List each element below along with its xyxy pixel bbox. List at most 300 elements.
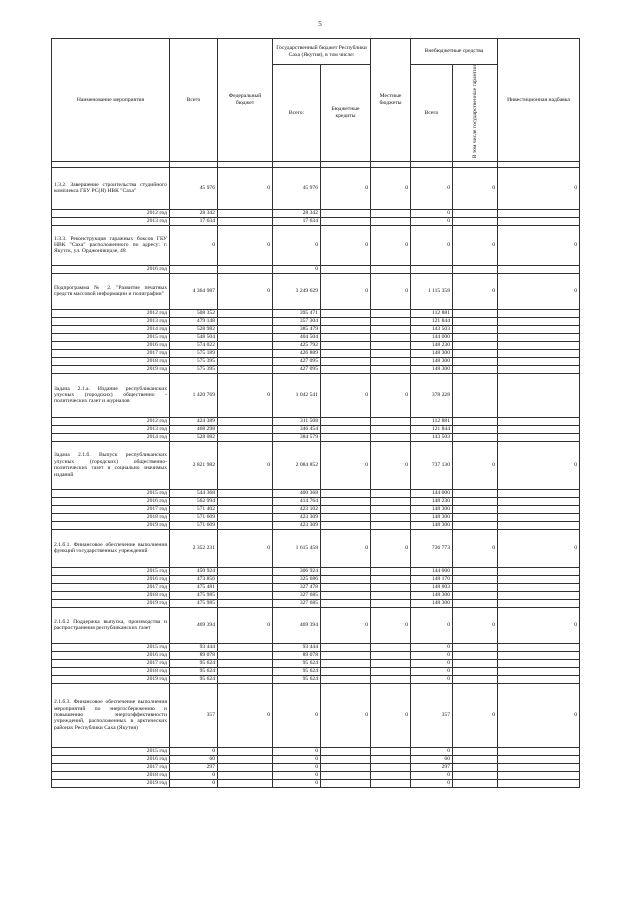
cell-off: 148 170 <box>411 575 453 583</box>
table-row <box>52 683 580 747</box>
cell-name: 2.1.б.2 Поддержка выпуска, производства и распространения республиканских газет <box>52 607 170 643</box>
cell-local <box>371 505 411 513</box>
cell-name: 2019 год <box>52 521 170 529</box>
cell-state: 357 304 <box>273 317 321 325</box>
cell-total: 2 821 982 <box>170 441 218 489</box>
cell-total: 468 298 <box>170 425 218 433</box>
cell-name: 2015 год <box>52 333 170 341</box>
cell-name: 2014 год <box>52 433 170 441</box>
table-subrow <box>52 675 580 683</box>
cell-name: 2018 год <box>52 771 170 779</box>
cell-local: 0 <box>371 683 411 747</box>
cell-local <box>371 599 411 607</box>
cell-credit <box>321 325 371 333</box>
table-subrow <box>52 317 580 325</box>
cell-federal <box>218 771 273 779</box>
cell-guar <box>453 651 498 659</box>
cell-local <box>371 325 411 333</box>
cell-state: 327 685 <box>273 591 321 599</box>
cell-credit <box>321 643 371 651</box>
cell-federal <box>218 651 273 659</box>
cell-name: 2017 год <box>52 583 170 591</box>
table-subrow <box>52 209 580 217</box>
cell-inv: 0 <box>498 167 580 209</box>
cell-federal <box>218 417 273 425</box>
cell-guar <box>453 591 498 599</box>
cell-federal <box>218 747 273 755</box>
table-subrow <box>52 265 580 273</box>
cell-name: Задача 2.1.б. Выпуск республиканских улусных (городских) общественно-политических газет и социально значимых изданий <box>52 441 170 489</box>
cell-guar <box>453 333 498 341</box>
table-subrow <box>52 567 580 575</box>
cell-off: 121 844 <box>411 425 453 433</box>
cell-local <box>371 425 411 433</box>
cell-local <box>371 667 411 675</box>
cell-credit <box>321 675 371 683</box>
cell-inv <box>498 567 580 575</box>
cell-guar <box>453 357 498 365</box>
cell-inv: 0 <box>498 683 580 747</box>
cell-inv <box>498 651 580 659</box>
cell-local <box>371 341 411 349</box>
cell-total: 571 609 <box>170 521 218 529</box>
table-subrow <box>52 417 580 425</box>
cell-local <box>371 643 411 651</box>
budget-table <box>51 38 580 788</box>
cell-name: 2016 год <box>52 755 170 763</box>
cell-credit: 0 <box>321 373 371 417</box>
table-subrow <box>52 365 580 373</box>
cell-local <box>371 217 411 225</box>
cell-name: 2018 год <box>52 513 170 521</box>
cell-state: 0 <box>273 755 321 763</box>
cell-total: 548 504 <box>170 333 218 341</box>
cell-state: 3 249 629 <box>273 273 321 309</box>
cell-credit: 0 <box>321 273 371 309</box>
cell-state: 427 095 <box>273 357 321 365</box>
header-local: Местные бюджеты <box>371 39 411 162</box>
table-row <box>52 441 580 489</box>
header-investment: Инвестиционная надбавка <box>498 39 580 162</box>
table-subrow <box>52 779 580 787</box>
cell-state: 1 615 458 <box>273 529 321 567</box>
cell-guar <box>453 763 498 771</box>
cell-name: 2.1.б.1. Финансовое обеспечение выполнения функций государственных учреждений <box>52 529 170 567</box>
cell-credit <box>321 599 371 607</box>
cell-inv <box>498 667 580 675</box>
cell-inv <box>498 747 580 755</box>
cell-guar <box>453 659 498 667</box>
table-subrow <box>52 341 580 349</box>
cell-inv <box>498 779 580 787</box>
cell-guar <box>453 265 498 273</box>
cell-credit <box>321 779 371 787</box>
table-subrow <box>52 643 580 651</box>
cell-guar <box>453 433 498 441</box>
cell-local <box>371 575 411 583</box>
cell-off: 148 300 <box>411 365 453 373</box>
cell-federal <box>218 489 273 497</box>
cell-local <box>371 763 411 771</box>
cell-credit <box>321 425 371 433</box>
cell-off: 297 <box>411 763 453 771</box>
cell-inv <box>498 489 580 497</box>
cell-name: Задача 2.1.а. Издание республиканских улусных (городских) общественно - политических газет и журналов <box>52 373 170 417</box>
cell-state: 325 686 <box>273 575 321 583</box>
cell-state: 95 624 <box>273 675 321 683</box>
cell-inv: 0 <box>498 273 580 309</box>
cell-credit <box>321 583 371 591</box>
cell-total: 4 364 987 <box>170 273 218 309</box>
cell-federal: 0 <box>218 683 273 747</box>
cell-name: 2016 год <box>52 341 170 349</box>
table-subrow <box>52 659 580 667</box>
cell-federal <box>218 575 273 583</box>
cell-inv <box>498 521 580 529</box>
cell-inv <box>498 333 580 341</box>
cell-off: 121 844 <box>411 317 453 325</box>
cell-off: 148 300 <box>411 513 453 521</box>
cell-total: 562 994 <box>170 497 218 505</box>
cell-guar <box>453 497 498 505</box>
table-subrow <box>52 513 580 521</box>
header-state: Государственный бюджет Республики Саха (Якутия), в том числе: <box>273 39 371 65</box>
cell-off: 143 503 <box>411 433 453 441</box>
cell-federal <box>218 333 273 341</box>
cell-off: 148 003 <box>411 583 453 591</box>
cell-state: 89 078 <box>273 651 321 659</box>
cell-local: 0 <box>371 167 411 209</box>
cell-state: 0 <box>273 779 321 787</box>
cell-guar <box>453 349 498 357</box>
cell-total: 479 148 <box>170 317 218 325</box>
cell-federal <box>218 755 273 763</box>
cell-inv <box>498 309 580 317</box>
cell-local <box>371 497 411 505</box>
cell-name: 2017 год <box>52 505 170 513</box>
cell-credit: 0 <box>321 441 371 489</box>
cell-local <box>371 433 411 441</box>
cell-off: 148 230 <box>411 341 453 349</box>
cell-state: 0 <box>273 265 321 273</box>
cell-name: 2016 год <box>52 575 170 583</box>
cell-total: 2 352 231 <box>170 529 218 567</box>
cell-guar: 0 <box>453 225 498 265</box>
table-subrow <box>52 309 580 317</box>
cell-off: 112 881 <box>411 417 453 425</box>
header-state-total: Всего: <box>273 65 321 162</box>
cell-inv <box>498 675 580 683</box>
table-subrow <box>52 521 580 529</box>
cell-inv <box>498 575 580 583</box>
cell-name: 2016 год <box>52 265 170 273</box>
cell-local <box>371 659 411 667</box>
cell-off: 0 <box>411 675 453 683</box>
cell-credit: 0 <box>321 683 371 747</box>
cell-credit <box>321 771 371 779</box>
cell-inv <box>498 217 580 225</box>
cell-inv <box>498 317 580 325</box>
cell-local: 0 <box>371 441 411 489</box>
cell-name: 2015 год <box>52 747 170 755</box>
cell-total: 93 444 <box>170 643 218 651</box>
cell-credit <box>321 433 371 441</box>
cell-off: 144 000 <box>411 567 453 575</box>
cell-guar <box>453 417 498 425</box>
cell-guar <box>453 771 498 779</box>
cell-local <box>371 567 411 575</box>
cell-off: 736 773 <box>411 529 453 567</box>
cell-guar <box>453 489 498 497</box>
cell-credit <box>321 357 371 365</box>
cell-credit: 0 <box>321 225 371 265</box>
cell-state: 95 624 <box>273 667 321 675</box>
cell-inv: 0 <box>498 225 580 265</box>
cell-name: 2.1.б.3. Финансовое обеспечение выполнения мероприятий по энергосбережению и повышению энергоэффективности учреждений, расположенных в арктических районах Республики Саха (Якутия) <box>52 683 170 747</box>
cell-federal <box>218 513 273 521</box>
table-subrow <box>52 763 580 771</box>
cell-credit <box>321 521 371 529</box>
cell-total: 0 <box>170 225 218 265</box>
cell-guar <box>453 505 498 513</box>
cell-off: 0 <box>411 167 453 209</box>
cell-name: 2017 год <box>52 349 170 357</box>
cell-state: 469 394 <box>273 607 321 643</box>
cell-local <box>371 771 411 779</box>
cell-total: 1 420 769 <box>170 373 218 417</box>
cell-guar: 0 <box>453 273 498 309</box>
cell-name: 1.3.2. Завершение строительства студийного комплекса ГБУ РС(Я) НВК "Саха" <box>52 167 170 209</box>
cell-guar <box>453 575 498 583</box>
cell-guar <box>453 747 498 755</box>
cell-local <box>371 309 411 317</box>
cell-state: 311 508 <box>273 417 321 425</box>
table-subrow <box>52 357 580 365</box>
cell-name: 2019 год <box>52 599 170 607</box>
cell-name: 2015 год <box>52 489 170 497</box>
cell-state: 423 309 <box>273 521 321 529</box>
cell-inv <box>498 763 580 771</box>
cell-inv <box>498 599 580 607</box>
cell-federal <box>218 349 273 357</box>
cell-guar <box>453 667 498 675</box>
cell-guar <box>453 209 498 217</box>
cell-credit <box>321 497 371 505</box>
cell-guar <box>453 373 498 417</box>
cell-local <box>371 489 411 497</box>
cell-name: 2012 год <box>52 209 170 217</box>
cell-inv <box>498 349 580 357</box>
cell-guar: 0 <box>453 441 498 489</box>
cell-off: 0 <box>411 771 453 779</box>
page-number: 5 <box>318 20 322 28</box>
cell-guar <box>453 309 498 317</box>
cell-federal <box>218 779 273 787</box>
cell-federal: 0 <box>218 273 273 309</box>
cell-credit <box>321 651 371 659</box>
cell-total: 17 634 <box>170 217 218 225</box>
cell-local <box>371 779 411 787</box>
cell-federal: 0 <box>218 167 273 209</box>
header-total: Всего <box>170 39 218 162</box>
cell-total: 575 395 <box>170 365 218 373</box>
cell-off: 0 <box>411 225 453 265</box>
cell-guar: 0 <box>453 683 498 747</box>
cell-federal: 0 <box>218 529 273 567</box>
cell-name: 2018 год <box>52 357 170 365</box>
cell-credit <box>321 505 371 513</box>
cell-state: 0 <box>273 771 321 779</box>
cell-name: 2018 год <box>52 667 170 675</box>
cell-off: 148 230 <box>411 497 453 505</box>
cell-guar <box>453 675 498 683</box>
cell-state: 0 <box>273 225 321 265</box>
cell-state: 423 309 <box>273 513 321 521</box>
cell-guar <box>453 513 498 521</box>
cell-off <box>411 265 453 273</box>
cell-credit <box>321 417 371 425</box>
cell-credit: 0 <box>321 167 371 209</box>
cell-total: 473 856 <box>170 575 218 583</box>
cell-state: 400 368 <box>273 489 321 497</box>
cell-credit <box>321 209 371 217</box>
table-subrow <box>52 425 580 433</box>
table-subrow <box>52 583 580 591</box>
cell-total: 575 189 <box>170 349 218 357</box>
cell-guar <box>453 317 498 325</box>
cell-name: 2015 год <box>52 643 170 651</box>
cell-state: 2 084 852 <box>273 441 321 489</box>
cell-state: 425 792 <box>273 341 321 349</box>
cell-credit <box>321 309 371 317</box>
cell-inv <box>498 365 580 373</box>
cell-total: 424 389 <box>170 417 218 425</box>
cell-state: 17 634 <box>273 217 321 225</box>
cell-inv <box>498 755 580 763</box>
cell-local: 0 <box>371 273 411 309</box>
cell-federal <box>218 265 273 273</box>
cell-total: 0 <box>170 779 218 787</box>
cell-inv <box>498 417 580 425</box>
cell-local <box>371 417 411 425</box>
table-subrow <box>52 575 580 583</box>
cell-federal <box>218 591 273 599</box>
cell-credit <box>321 567 371 575</box>
cell-total: 0 <box>170 747 218 755</box>
table-row <box>52 273 580 309</box>
table-subrow <box>52 651 580 659</box>
cell-guar <box>453 425 498 433</box>
cell-federal <box>218 583 273 591</box>
header-name: Наименование мероприятия <box>52 39 170 162</box>
cell-local <box>371 265 411 273</box>
cell-guar <box>453 599 498 607</box>
cell-name: 2016 год <box>52 651 170 659</box>
table-subrow <box>52 599 580 607</box>
cell-inv <box>498 357 580 365</box>
cell-credit: 0 <box>321 529 371 567</box>
header-offbudget-guarantee: В том числе государственные гарантии <box>453 65 498 162</box>
cell-off: 148 300 <box>411 505 453 513</box>
cell-total: 28 342 <box>170 209 218 217</box>
cell-off: 148 300 <box>411 599 453 607</box>
cell-total: 574 022 <box>170 341 218 349</box>
header-federal: Федеральный бюджет <box>218 39 273 162</box>
cell-name: 2015 год <box>52 567 170 575</box>
header-offbudget: Внебюджетные средства <box>411 39 498 65</box>
cell-total: 528 082 <box>170 433 218 441</box>
table-subrow <box>52 433 580 441</box>
cell-local: 0 <box>371 225 411 265</box>
cell-total: 571 402 <box>170 505 218 513</box>
cell-off: 143 503 <box>411 325 453 333</box>
cell-off: 0 <box>411 209 453 217</box>
cell-local <box>371 675 411 683</box>
cell-state: 45 976 <box>273 167 321 209</box>
cell-local <box>371 513 411 521</box>
cell-guar <box>453 521 498 529</box>
cell-inv <box>498 583 580 591</box>
cell-guar: 0 <box>453 529 498 567</box>
cell-inv <box>498 325 580 333</box>
cell-credit <box>321 747 371 755</box>
cell-federal <box>218 433 273 441</box>
cell-guar <box>453 643 498 651</box>
cell-total: 357 <box>170 683 218 747</box>
cell-name: 2014 год <box>52 325 170 333</box>
cell-off: 144 000 <box>411 489 453 497</box>
cell-total: 45 976 <box>170 167 218 209</box>
cell-guar: 0 <box>453 167 498 209</box>
cell-local <box>371 365 411 373</box>
cell-inv <box>498 497 580 505</box>
cell-local <box>371 349 411 357</box>
cell-inv <box>498 643 580 651</box>
header-offbudget-total: Всего <box>411 65 453 162</box>
cell-name: 2013 год <box>52 425 170 433</box>
cell-state: 28 342 <box>273 209 321 217</box>
cell-name: 2012 год <box>52 417 170 425</box>
cell-credit <box>321 575 371 583</box>
cell-guar <box>453 779 498 787</box>
cell-state: 426 889 <box>273 349 321 357</box>
cell-credit <box>321 489 371 497</box>
cell-off: 0 <box>411 667 453 675</box>
cell-federal <box>218 317 273 325</box>
cell-off: 144 000 <box>411 333 453 341</box>
cell-off: 378 228 <box>411 373 453 417</box>
cell-inv <box>498 513 580 521</box>
cell-name: 2017 год <box>52 763 170 771</box>
cell-inv <box>498 341 580 349</box>
cell-credit <box>321 591 371 599</box>
cell-federal <box>218 675 273 683</box>
cell-inv: 0 <box>498 529 580 567</box>
cell-federal <box>218 341 273 349</box>
table-subrow <box>52 667 580 675</box>
cell-total: 528 982 <box>170 325 218 333</box>
cell-off: 0 <box>411 779 453 787</box>
cell-local <box>371 333 411 341</box>
cell-federal <box>218 643 273 651</box>
cell-off: 737 130 <box>411 441 453 489</box>
cell-name: 2019 год <box>52 365 170 373</box>
cell-off: 0 <box>411 747 453 755</box>
table-subrow <box>52 771 580 779</box>
cell-total: 95 624 <box>170 659 218 667</box>
table-subrow <box>52 591 580 599</box>
cell-inv: 0 <box>498 607 580 643</box>
